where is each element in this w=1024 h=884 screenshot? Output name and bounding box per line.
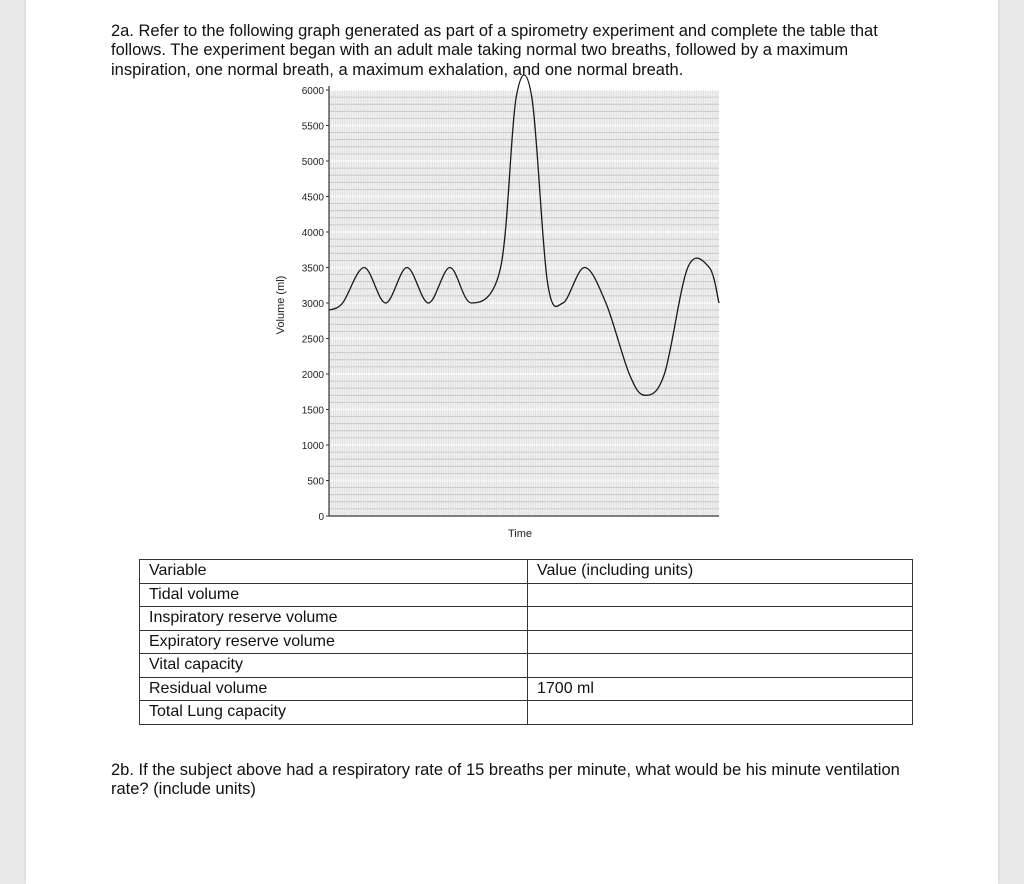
table-row	[140, 630, 913, 654]
variable-cell: Residual volume	[140, 677, 528, 701]
table-header-row	[140, 560, 913, 584]
variable-cell: Total Lung capacity	[140, 701, 528, 725]
variable-cell: Tidal volume	[140, 583, 528, 607]
question-2a: 2a. Refer to the following graph generated as part of a spirometry experiment and complete the table that follows. The experiment began with an adult male taking normal two breaths, followed by a maximum inspiration, one normal breath, a maximum exhalation, and one normal breath.	[111, 21, 878, 79]
y-axis-label: Volume (ml)	[275, 275, 287, 335]
table-row	[140, 607, 913, 631]
variable-cell: Expiratory reserve volume	[140, 630, 528, 654]
document-page	[26, 0, 998, 884]
answer-table	[139, 559, 913, 725]
y-tick-label: 5500	[301, 121, 324, 133]
value-cell: 1700 ml	[528, 677, 913, 701]
variable-cell: Variable	[140, 560, 528, 584]
variable-cell: Vital capacity	[140, 654, 528, 678]
y-tick-label: 3000	[301, 299, 324, 310]
y-tick-label: 0	[318, 512, 324, 523]
table-row	[140, 654, 913, 678]
chart-grid	[329, 90, 719, 516]
variable-cell: Inspiratory reserve volume	[140, 607, 528, 631]
y-tick-label: 6000	[301, 86, 324, 97]
value-cell	[528, 701, 913, 725]
table-row	[140, 701, 913, 725]
y-tick-label: 500	[307, 476, 324, 488]
value-cell	[528, 607, 913, 631]
y-tick-label: 1000	[301, 441, 324, 452]
y-tick-label: 3500	[301, 263, 324, 275]
y-tick-label: 2000	[301, 370, 324, 381]
y-tick-label: 1500	[301, 405, 324, 417]
value-cell	[528, 654, 913, 678]
y-tick-label: 4500	[301, 192, 324, 204]
value-cell	[528, 630, 913, 654]
spirometry-chart	[26, 0, 998, 550]
value-cell: Value (including units)	[528, 560, 913, 584]
question-2b: 2b. If the subject above had a respiratory rate of 15 breaths per minute, what would be his minute ventilation rate? (include units)	[111, 760, 900, 798]
value-cell	[528, 583, 913, 607]
y-tick-labels	[302, 86, 329, 523]
table-row	[140, 677, 913, 701]
x-axis-label: Time	[507, 528, 533, 540]
y-tick-label: 4000	[301, 228, 324, 239]
table-row	[140, 583, 913, 607]
y-tick-label: 2500	[301, 334, 324, 346]
y-tick-label: 5000	[301, 157, 324, 168]
